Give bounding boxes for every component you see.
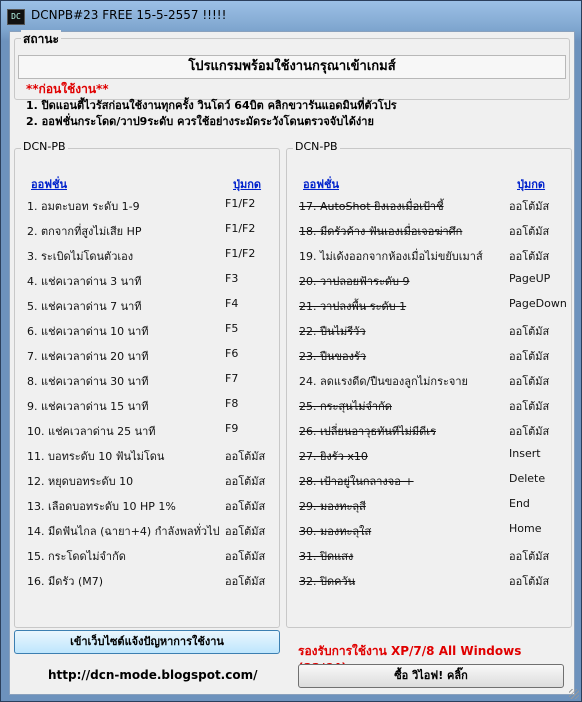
option-key: ออโต้มัส xyxy=(225,550,266,563)
option-row xyxy=(15,572,279,592)
status-message: โปรแกรมพร้อมใช้งานกรุณาเข้าเกมส์ xyxy=(18,55,566,79)
option-name: 30. มองทะลุใส xyxy=(299,525,372,538)
option-name: 17. AutoShot ยิงเองเมื่อเป้าชี้ xyxy=(299,200,444,213)
app-icon: DC xyxy=(7,9,25,25)
resize-grip-icon[interactable] xyxy=(569,689,579,699)
option-row xyxy=(15,297,279,317)
option-row xyxy=(287,472,571,492)
option-row xyxy=(15,522,279,542)
option-row xyxy=(287,197,571,217)
option-key: Home xyxy=(509,522,542,535)
option-row xyxy=(287,572,571,592)
option-name: 26. เปลี่ยนอาวุธทันทีไม่มีดีเร xyxy=(299,425,436,438)
option-name: 5. แช่คเวลาด่าน 7 นาที xyxy=(27,300,142,313)
option-name: 10. แช่คเวลาด่าน 25 นาที xyxy=(27,425,156,438)
option-name: 3. ระเบิดไม่โดนตัวเอง xyxy=(27,250,134,263)
option-name: 9. แช่คเวลาด่าน 15 นาที xyxy=(27,400,149,413)
option-row xyxy=(15,272,279,292)
option-row xyxy=(15,372,279,392)
option-row xyxy=(287,397,571,417)
option-row xyxy=(287,272,571,292)
option-key: ออโต้มัส xyxy=(225,450,266,463)
option-row xyxy=(287,322,571,342)
status-label: สถานะ xyxy=(21,30,61,49)
window-title: DCNPB#23 FREE 15-5-2557 !!!!! xyxy=(31,8,227,22)
option-key: ออโต้มัส xyxy=(225,525,266,538)
option-key: ออโต้มัส xyxy=(509,200,550,213)
left-group-label: DCN-PB xyxy=(23,140,66,153)
option-row xyxy=(15,322,279,342)
option-key: Delete xyxy=(509,472,546,485)
option-key: ออโต้มัส xyxy=(509,575,550,588)
option-name: 23. ปืนของรัว xyxy=(299,350,367,363)
option-row xyxy=(15,497,279,517)
right-group-label: DCN-PB xyxy=(295,140,338,153)
option-name: 8. แช่คเวลาด่าน 30 นาที xyxy=(27,375,149,388)
option-key: F1/F2 xyxy=(225,247,256,260)
option-key: F6 xyxy=(225,347,239,360)
option-key: ออโต้มัส xyxy=(225,475,266,488)
option-row xyxy=(287,547,571,567)
option-name: 18. มีดรัวค้าง ฟันเองเมื่อเจอฆ่าศึก xyxy=(299,225,463,238)
option-name: 25. กระสุนไม่จำกัด xyxy=(299,400,392,413)
option-key: ออโต้มัส xyxy=(509,225,550,238)
buy-wifi-button[interactable]: ซื้อ วิไอฟ! คลิ๊ก xyxy=(298,664,564,688)
warning-line-1: 1. ปิดแอนตี้ไวรัสก่อนใช้งานทุกครั้ง วินโดว์ 64บิต คลิกขวารันแอดมินที่ตัวโปร xyxy=(26,99,397,112)
option-name: 21. วาปลงพื้น ระดับ 1 xyxy=(299,300,407,313)
option-key: F5 xyxy=(225,322,239,335)
option-key: F1/F2 xyxy=(225,197,256,210)
option-row xyxy=(15,247,279,267)
option-row xyxy=(15,197,279,217)
option-key: ออโต้มัส xyxy=(509,350,550,363)
option-key: F7 xyxy=(225,372,239,385)
option-name: 22. ปืนไม่รีวัว xyxy=(299,325,366,338)
option-row xyxy=(287,522,571,542)
left-header-key: ปุ่มกด xyxy=(233,178,262,191)
option-row xyxy=(287,347,571,367)
option-key: F9 xyxy=(225,422,239,435)
option-name: 11. บอทระดับ 10 ฟันไม่โดน xyxy=(27,450,165,463)
option-key: Insert xyxy=(509,447,541,460)
option-key: F1/F2 xyxy=(225,222,256,235)
client-area xyxy=(9,31,575,695)
option-name: 14. มีดฟันไกล (ฉายา+4) กำลังพลทั่วไป xyxy=(27,525,220,538)
option-key: ออโต้มัส xyxy=(509,250,550,263)
option-row xyxy=(15,472,279,492)
option-row xyxy=(287,497,571,517)
option-row xyxy=(287,297,571,317)
option-row xyxy=(287,247,571,267)
option-row xyxy=(287,222,571,242)
option-key: F8 xyxy=(225,397,239,410)
right-header-key: ปุ่มกด xyxy=(517,178,546,191)
option-key: F4 xyxy=(225,297,239,310)
option-row xyxy=(15,397,279,417)
option-key: ออโต้มัส xyxy=(509,400,550,413)
option-name: 13. เลือดบอทระดับ 10 HP 1% xyxy=(27,500,176,513)
option-row xyxy=(15,347,279,367)
report-problem-button[interactable]: เข้าเว็บไซต์แจ้งปัญหาการใช้งาน xyxy=(14,630,280,654)
option-name: 15. กระโดดไม่จำกัด xyxy=(27,550,126,563)
option-key: PageUP xyxy=(509,272,551,285)
option-row xyxy=(15,422,279,442)
option-name: 16. มีดรัว (M7) xyxy=(27,575,104,588)
left-options-group xyxy=(14,140,280,628)
option-key: F3 xyxy=(225,272,239,285)
option-key: ออโต้มัส xyxy=(225,500,266,513)
right-header-option: ออฟชั่น xyxy=(303,178,339,191)
option-name: 20. วาปลอยฟ้าระดับ 9 xyxy=(299,275,410,288)
option-key: ออโต้มัส xyxy=(509,325,550,338)
option-row xyxy=(287,372,571,392)
option-row xyxy=(15,222,279,242)
option-name: 6. แช่คเวลาด่าน 10 นาที xyxy=(27,325,149,338)
option-name: 19. ไม่เด้งออกจากห้องเมื่อไม่ขยับเมาส์ xyxy=(299,250,483,263)
option-name: 29. มองทะลุสี xyxy=(299,500,366,513)
option-name: 4. แช่คเวลาด่าน 3 นาที xyxy=(27,275,142,288)
right-options-group xyxy=(286,140,572,628)
option-name: 27. ยิงรัว x10 xyxy=(299,450,368,463)
left-header-option: ออฟชั่น xyxy=(31,178,67,191)
option-row xyxy=(287,422,571,442)
option-key: PageDown xyxy=(509,297,567,310)
option-row xyxy=(287,447,571,467)
blog-url: http://dcn-mode.blogspot.com/ xyxy=(48,668,258,682)
option-row xyxy=(15,447,279,467)
option-key: End xyxy=(509,497,530,510)
option-name: 24. ลดแรงดีด/ปืนของลูกไม่กระจาย xyxy=(299,375,468,388)
option-name: 2. ตกจากที่สูงไม่เสีย HP xyxy=(27,225,142,238)
option-key: ออโต้มัส xyxy=(509,425,550,438)
option-key: ออโต้มัส xyxy=(225,575,266,588)
option-key: ออโต้มัส xyxy=(509,550,550,563)
option-name: 7. แช่คเวลาด่าน 20 นาที xyxy=(27,350,149,363)
option-name: 31. ปิดแสง xyxy=(299,550,354,563)
option-name: 32. ปิดควัน xyxy=(299,575,356,588)
title-bar[interactable] xyxy=(1,1,581,31)
option-name: 28. เป้าอยู่ในกลางจอ + xyxy=(299,475,414,488)
option-key: ออโต้มัส xyxy=(509,375,550,388)
option-name: 1. อมตะบอท ระดับ 1-9 xyxy=(27,200,140,213)
warning-line-2: 2. ออฟชั่นกระโดด/วาป9ระดับ ควรใช้อย่างระมัดระวังโดนตรวจจับได้ง่าย xyxy=(26,115,374,128)
support-text: รองรับการใช้งาน XP/7/8 All Windows xyxy=(298,644,522,658)
warning-title: **ก่อนใช้งาน** xyxy=(26,82,109,96)
option-name: 12. หยุดบอทระดับ 10 xyxy=(27,475,134,488)
option-row xyxy=(15,547,279,567)
